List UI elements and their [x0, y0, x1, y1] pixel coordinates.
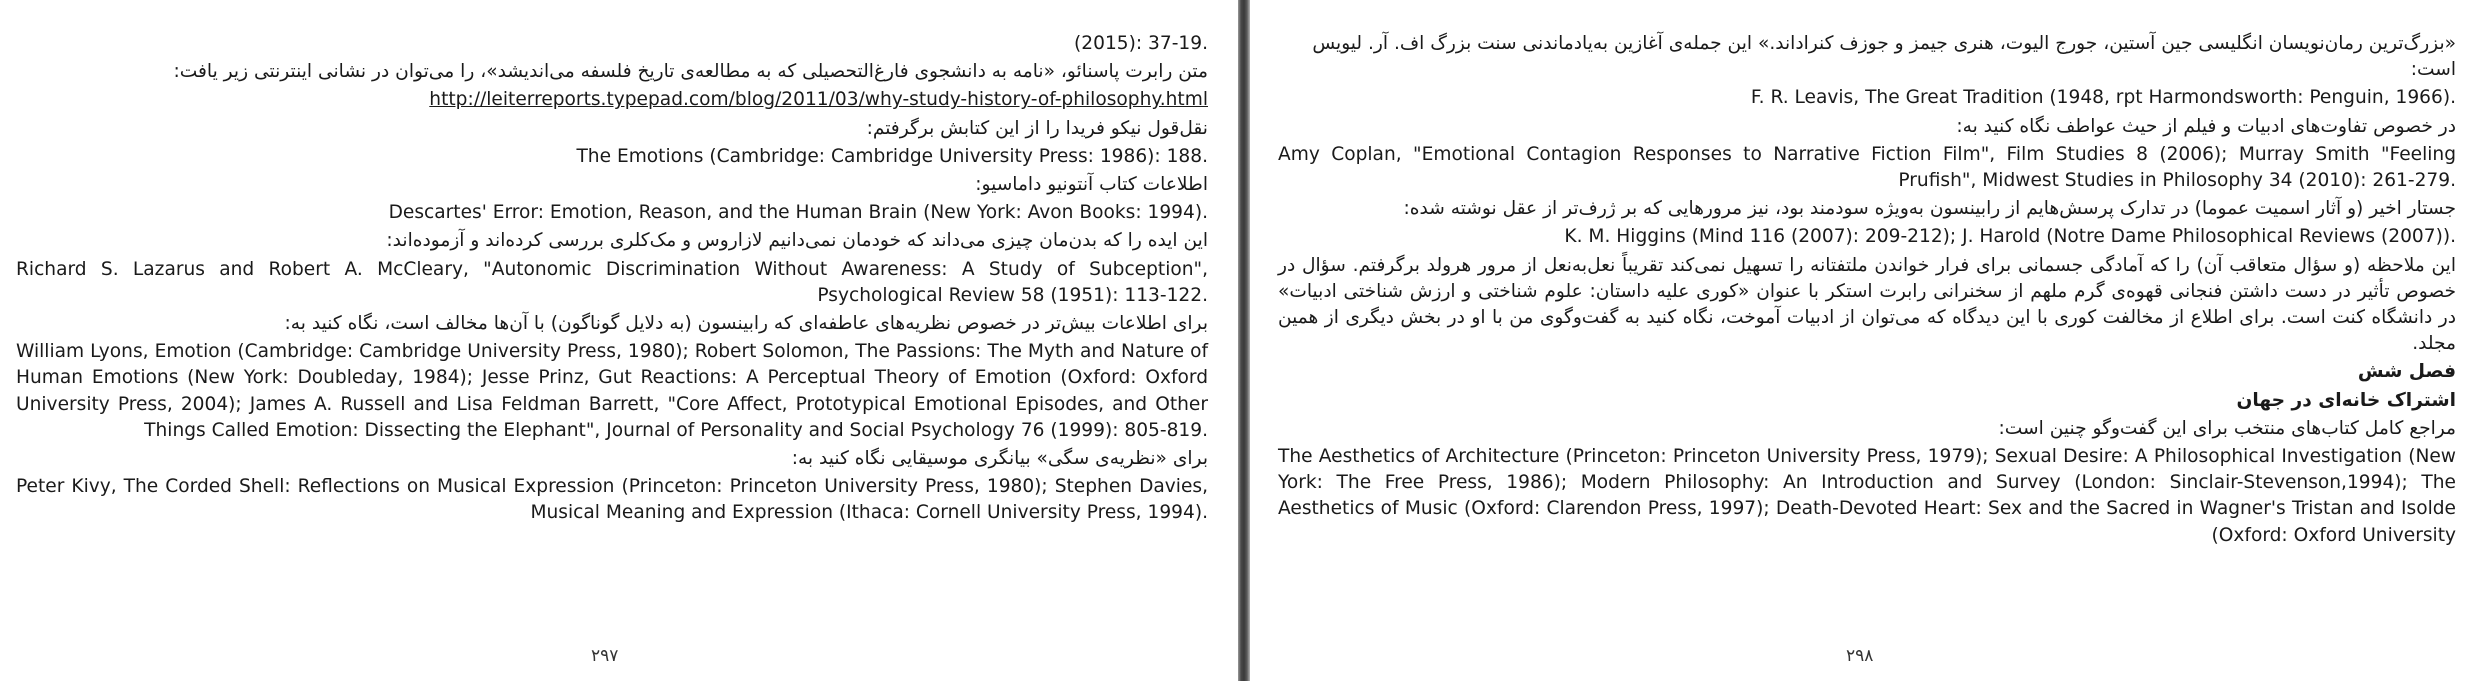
citation-coplan: Amy Coplan, "Emotional Contagion Responses to Narrative Fiction Film", Film Studies 8 (2006); Murray Smith "Feeling Prufish", Midwest Studies in Philosophy 34 (2010): 261-279.: [1278, 143, 2456, 192]
right-page: [1250, 0, 2484, 681]
left-page: [0, 0, 1238, 681]
note-dog-theory: برای «نظریه‌ی سگی» بیانگری موسیقایی نگاه کنید به:: [791, 448, 1208, 470]
right-page-content: [1278, 31, 2456, 551]
chapter-heading: فصل شش: [2357, 361, 2456, 383]
note-references: مراجع کامل کتاب‌های منتخب برای این گفت‌وگو چنین است:: [1998, 417, 2456, 439]
chapter-title: اشتراک خانه‌ای در جهان: [2236, 389, 2456, 411]
citation-damasio: Descartes' Error: Emotion, Reason, and the Human Brain (New York: Avon Books: 1994).: [388, 202, 1208, 224]
note-film: در خصوص تفاوت‌های ادبیات و فیلم از حیث عواطف نگاه کنید به:: [1956, 115, 2456, 137]
note-reviews: جستار اخیر (و آثار اسمیت عموما) در تدارک پرسش‌هایم از رابینسون به‌ویژه سودمند بود، نیز مرورهایی که بر ژرف‌تر از عقل نوشته شده:: [1403, 198, 2456, 220]
citation-leavis: F. R. Leavis, The Great Tradition (1948, rpt Harmondsworth: Penguin, 1966).: [1750, 87, 2456, 109]
note-frijda: نقل‌قول نیکو فریدا را از این کتابش برگرفتم:: [866, 117, 1208, 139]
page-number: ۲۹۷: [591, 646, 619, 666]
citation-theories: William Lyons, Emotion (Cambridge: Cambridge University Press, 1980); Robert Solomon, The Passions: The Myth and Nature of Human Emotions (New York: Doubleday, 1984); Jesse Prinz, Gut Reactions: A Perceptual Theory of Emotion (Oxford: Oxford University Press, 2004); James A. Russell and Lisa Feldman Barrett, "Core Affect, Prototypical Emotional Episodes, and Other Things Called Emotion: Dissecting the Elephant", Journal of Personality and Social Psychology 76 (1999): 805-819.: [16, 341, 1208, 441]
page-number: ۲۹۸: [1846, 646, 1874, 666]
citation-kivy: Peter Kivy, The Corded Shell: Reflections on Musical Expression (Princeton: Princeton University Press, 1980); Stephen Davies, Musical Meaning and Expression (Ithaca: Cornell University Press, 1994).: [16, 476, 1208, 524]
left-page-content: [16, 31, 1208, 529]
citation-year: (2015): 37-19.: [1074, 33, 1208, 54]
note-pasnau: متن رابرت پاسنائو، «نامه به دانشجوی فارغ‌التحصیلی که به مطالعه‌ی تاریخ فلسفه می‌اندیشد»، را می‌توان در نشانی اینترنتی زیر یافت:: [173, 61, 1208, 83]
note-lazarus: این ایده را که بدن‌مان چیزی می‌داند که خودمان نمی‌دانیم لازاروس و مک‌کلری بررسی کرده‌اند و آزموده‌اند:: [386, 230, 1208, 252]
citation-frijda: The Emotions (Cambridge: Cambridge University Press: 1986): 188.: [576, 145, 1208, 167]
citation-scruton: The Aesthetics of Architecture (Princeton: Princeton University Press, 1979); Sexual Desire: A Philosophical Investigation (New York: The Free Press, 1986); Modern Philosophy: An Introduction and Survey (London: Sinclair-Stevenson,1994); The Aesthetics of Music (Oxford: Clarendon Press, 1997); Death-Devoted Heart: Sex and the Sacred in Wagner's Tristan and Isolde (Oxford: Oxford University: [1278, 446, 2456, 546]
note-remark: این ملاحظه (و سؤال متعاقب آن) را که آمادگی جسمانی برای فرار خواندن ملتفتانه را تسهیل نمی‌کند تقریباً نعل‌به‌نعل از مرور هرولد برگرفتم. سؤال در خصوص تأثیر در دست داشتن فنجانی قهوه‌ی گرم ملهم از سخنرانی رابرت استکر با عنوان «کوری علیه داستان: علوم شناختی و ارزش شناختی ادبیات» در دانشگاه کنت است. برای اطلاع از مخالفت کوری با این دیدگاه که می‌توان از ادبیات آموخت، نگاه کنید به گفت‌وگوی من با او در بخش دیگری از همین مجلد.: [1278, 254, 2456, 355]
note-theories: برای اطلاعات بیش‌تر در خصوص نظریه‌های عاطفه‌ای که رابینسون (به دلایل گوناگون) با آن‌ها مخالف است، نگاه کنید به:: [284, 313, 1208, 335]
note-damasio: اطلاعات کتاب آنتونیو داماسیو:: [975, 174, 1208, 196]
citation-lazarus: Richard S. Lazarus and Robert A. McCleary, "Autonomic Discrimination Without Awareness: A Study of Subception", Psychological Review 58 (1951): 113-122.: [16, 258, 1208, 306]
note-leavis: «بزرگ‌ترین رمان‌نویسان انگلیسی جین آستین، جورج الیوت، هنری جیمز و جوزف کنراد‌اند.» این جمله‌ی آغازین به‌یادماندنی سنت بزرگ اف. آر. لیویس است:: [1312, 33, 2456, 81]
citation-reviews: K. M. Higgins (Mind 116 (2007): 209-212); J. Harold (Notre Dame Philosophical Reviews (2007)).: [1564, 226, 2456, 248]
book-spine-divider: [1238, 0, 1250, 681]
url-link[interactable]: http://leiterreports.typepad.com/blog/2011/03/why-study-history-of-philosophy.html: [429, 89, 1208, 111]
